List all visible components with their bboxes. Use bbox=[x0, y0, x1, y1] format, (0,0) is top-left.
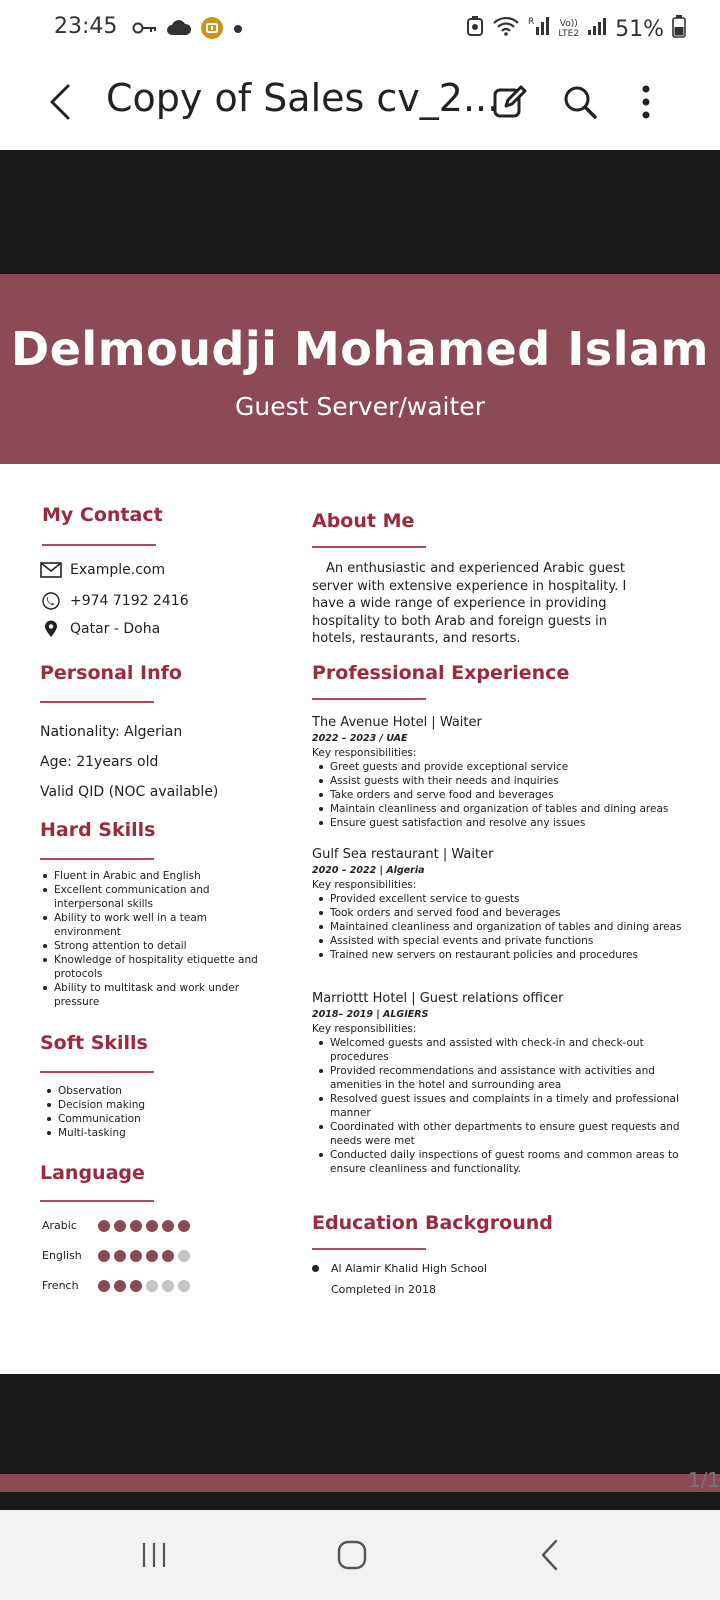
soft-skills-list bbox=[44, 1084, 244, 1140]
more-options-button[interactable] bbox=[624, 80, 668, 124]
language-heading: Language bbox=[40, 1162, 145, 1184]
language-rule bbox=[40, 1200, 154, 1202]
soft-skills-rule bbox=[40, 1071, 154, 1073]
job-entry bbox=[312, 846, 682, 962]
job-resp-label: Key responsibilities: bbox=[312, 747, 417, 759]
soft-skill-item: Decision making bbox=[44, 1098, 244, 1112]
level-dot bbox=[98, 1250, 110, 1262]
cv-page bbox=[0, 274, 720, 1492]
level-dot bbox=[146, 1280, 158, 1292]
job-title: Gulf Sea restaurant | Waiter bbox=[312, 847, 494, 862]
personal-info-rule bbox=[40, 701, 154, 703]
job-dates: 2020 – 2022 | Algeria bbox=[312, 865, 425, 876]
location-pin-icon bbox=[44, 620, 58, 638]
more-vertical-icon bbox=[641, 84, 651, 120]
mail-icon bbox=[40, 562, 62, 578]
job-resp-item: Provided recommendations and assistance with activities and amenities in the hotel and surrounding area bbox=[316, 1064, 682, 1092]
signal-strength-icon bbox=[587, 16, 607, 42]
education-completed: Completed in 2018 bbox=[331, 1283, 437, 1296]
job-resp-item: Maintained cleanliness and organization of tables and dining areas bbox=[316, 920, 682, 934]
level-dot bbox=[98, 1280, 110, 1292]
recent-apps-button[interactable] bbox=[124, 1530, 184, 1580]
nationality: Nationality: Algerian bbox=[40, 724, 183, 740]
level-dot bbox=[98, 1220, 110, 1232]
hard-skills-rule bbox=[40, 858, 154, 860]
job-resp-item: Assisted with special events and private functions bbox=[316, 934, 682, 948]
document-title: Copy of Sales cv_2... bbox=[106, 76, 500, 120]
cloud-icon bbox=[166, 19, 192, 42]
about-rule bbox=[312, 546, 426, 548]
page-indicator: 1/1 bbox=[687, 1468, 720, 1492]
level-dot bbox=[114, 1280, 126, 1292]
job-resp-list bbox=[312, 760, 682, 830]
level-dot bbox=[162, 1220, 174, 1232]
contact-phone: +974 7192 2416 bbox=[42, 592, 189, 610]
age: Age: 21years old bbox=[40, 754, 159, 770]
notification-badge-icon bbox=[200, 16, 224, 45]
home-button[interactable] bbox=[322, 1530, 382, 1580]
app-toolbar bbox=[0, 54, 720, 150]
level-dot bbox=[178, 1250, 190, 1262]
svg-text:R: R bbox=[528, 17, 535, 27]
job-dates: 2018– 2019 | ALGIERS bbox=[312, 1009, 429, 1020]
job-resp-item: Take orders and serve food and beverages bbox=[316, 788, 682, 802]
level-dot bbox=[146, 1220, 158, 1232]
about-text: An enthusiastic and experienced Arabic guest server with extensive experience in hospitality. I have a wide range of experience in providing hospitality to both Arab and foreign guests in hotels, restaurants, and resorts. bbox=[312, 561, 627, 646]
job-entry bbox=[312, 714, 682, 830]
level-dot bbox=[146, 1250, 158, 1262]
back-button[interactable] bbox=[40, 76, 80, 128]
level-dot bbox=[162, 1280, 174, 1292]
experience-heading: Professional Experience bbox=[312, 662, 570, 684]
edit-icon bbox=[492, 84, 528, 120]
system-nav-bar bbox=[0, 1510, 720, 1600]
candidate-role: Guest Server/waiter bbox=[235, 392, 485, 421]
language-level-dots bbox=[98, 1250, 190, 1262]
job-resp-item: Assist guests with their needs and inquiries bbox=[316, 774, 682, 788]
hard-skills-heading: Hard Skills bbox=[40, 819, 156, 841]
language-level-dots bbox=[98, 1280, 190, 1292]
key-icon bbox=[132, 21, 158, 40]
level-dot bbox=[114, 1250, 126, 1262]
soft-skills-heading: Soft Skills bbox=[40, 1032, 148, 1054]
level-dot bbox=[130, 1250, 142, 1262]
back-nav-icon bbox=[540, 1539, 560, 1571]
recent-apps-icon bbox=[140, 1541, 168, 1569]
level-dot bbox=[114, 1220, 126, 1232]
soft-skill-item: Observation bbox=[44, 1084, 244, 1098]
bullet-icon bbox=[312, 1265, 319, 1272]
job-resp-list bbox=[312, 1036, 682, 1176]
job-resp-list bbox=[312, 892, 682, 962]
job-resp-item: Trained new servers on restaurant policies and procedures bbox=[316, 948, 682, 962]
wifi-icon bbox=[492, 15, 520, 43]
education-school: Al Alamir Khalid High School bbox=[312, 1262, 487, 1275]
volte-icon: Vo)) LTE2 bbox=[558, 19, 580, 39]
level-dot bbox=[178, 1280, 190, 1292]
job-resp-item: Ensure guest satisfaction and resolve any issues bbox=[316, 816, 682, 830]
hard-skill-item: Ability to multitask and work under pressure bbox=[40, 981, 270, 1009]
candidate-name: Delmoudji Mohamed Islam bbox=[11, 322, 709, 376]
hard-skills-list bbox=[40, 869, 270, 1009]
job-resp-item: Maintain cleanliness and organization of tables and dining areas bbox=[316, 802, 682, 816]
job-resp-label: Key responsibilities: bbox=[312, 879, 417, 891]
job-title: The Avenue Hotel | Waiter bbox=[312, 715, 482, 730]
back-icon bbox=[48, 82, 72, 122]
level-dot bbox=[130, 1280, 142, 1292]
job-resp-item: Took orders and served food and beverages bbox=[316, 906, 682, 920]
job-title: Marriottt Hotel | Guest relations officer bbox=[312, 991, 564, 1006]
level-dot bbox=[178, 1220, 190, 1232]
level-dot bbox=[130, 1220, 142, 1232]
language-level-dots bbox=[98, 1220, 190, 1232]
experience-rule bbox=[312, 698, 426, 700]
alarm-icon bbox=[466, 15, 484, 43]
contact-rule bbox=[42, 544, 156, 546]
personal-info-heading: Personal Info bbox=[40, 662, 182, 684]
footer-band bbox=[0, 1474, 720, 1492]
hard-skill-item: Excellent communication and interpersonal skills bbox=[40, 883, 270, 911]
hard-skill-item: Fluent in Arabic and English bbox=[40, 869, 270, 883]
about-heading: About Me bbox=[312, 510, 415, 532]
status-time: 23:45 bbox=[54, 14, 118, 39]
header-banner bbox=[0, 274, 720, 464]
job-resp-item: Coordinated with other departments to ensure guest requests and needs were met bbox=[316, 1120, 682, 1148]
job-resp-label: Key responsibilities: bbox=[312, 1023, 417, 1035]
language-name: Arabic bbox=[42, 1219, 77, 1232]
soft-skill-item: Communication bbox=[44, 1112, 244, 1126]
status-bar bbox=[0, 0, 720, 54]
contact-location: Qatar - Doha bbox=[44, 620, 160, 638]
job-resp-item: Resolved guest issues and complaints in a timely and professional manner bbox=[316, 1092, 682, 1120]
signal-icon bbox=[528, 15, 550, 43]
level-dot bbox=[162, 1250, 174, 1262]
education-rule bbox=[312, 1248, 426, 1250]
search-icon bbox=[562, 84, 598, 120]
battery-percent: 51% bbox=[615, 16, 664, 42]
job-resp-item: Welcomed guests and assisted with check-in and check-out procedures bbox=[316, 1036, 682, 1064]
hard-skill-item: Ability to work well in a team environment bbox=[40, 911, 270, 939]
battery-icon bbox=[672, 14, 686, 44]
qid-status: Valid QID (NOC available) bbox=[40, 784, 219, 800]
contact-heading: My Contact bbox=[42, 504, 163, 526]
job-entry bbox=[312, 990, 682, 1176]
document-viewer[interactable] bbox=[0, 150, 720, 1510]
language-name: French bbox=[42, 1279, 79, 1292]
hard-skill-item: Strong attention to detail bbox=[40, 939, 270, 953]
job-resp-item: Greet guests and provide exceptional service bbox=[316, 760, 682, 774]
soft-skill-item: Multi-tasking bbox=[44, 1126, 244, 1140]
job-resp-item: Conducted daily inspections of guest rooms and common areas to ensure cleanliness and functionality. bbox=[316, 1148, 682, 1176]
language-name: English bbox=[42, 1249, 82, 1262]
phone-icon bbox=[42, 592, 60, 610]
education-heading: Education Background bbox=[312, 1212, 553, 1234]
search-button[interactable] bbox=[558, 80, 602, 124]
job-resp-item: Provided excellent service to guests bbox=[316, 892, 682, 906]
contact-email: Example.com bbox=[40, 562, 165, 578]
hard-skill-item: Knowledge of hospitality etiquette and protocols bbox=[40, 953, 270, 981]
dot-icon bbox=[232, 22, 244, 40]
job-dates: 2022 – 2023 / UAE bbox=[312, 733, 408, 744]
home-icon bbox=[337, 1540, 367, 1570]
back-nav-button[interactable] bbox=[520, 1530, 580, 1580]
edit-button[interactable] bbox=[488, 80, 532, 124]
